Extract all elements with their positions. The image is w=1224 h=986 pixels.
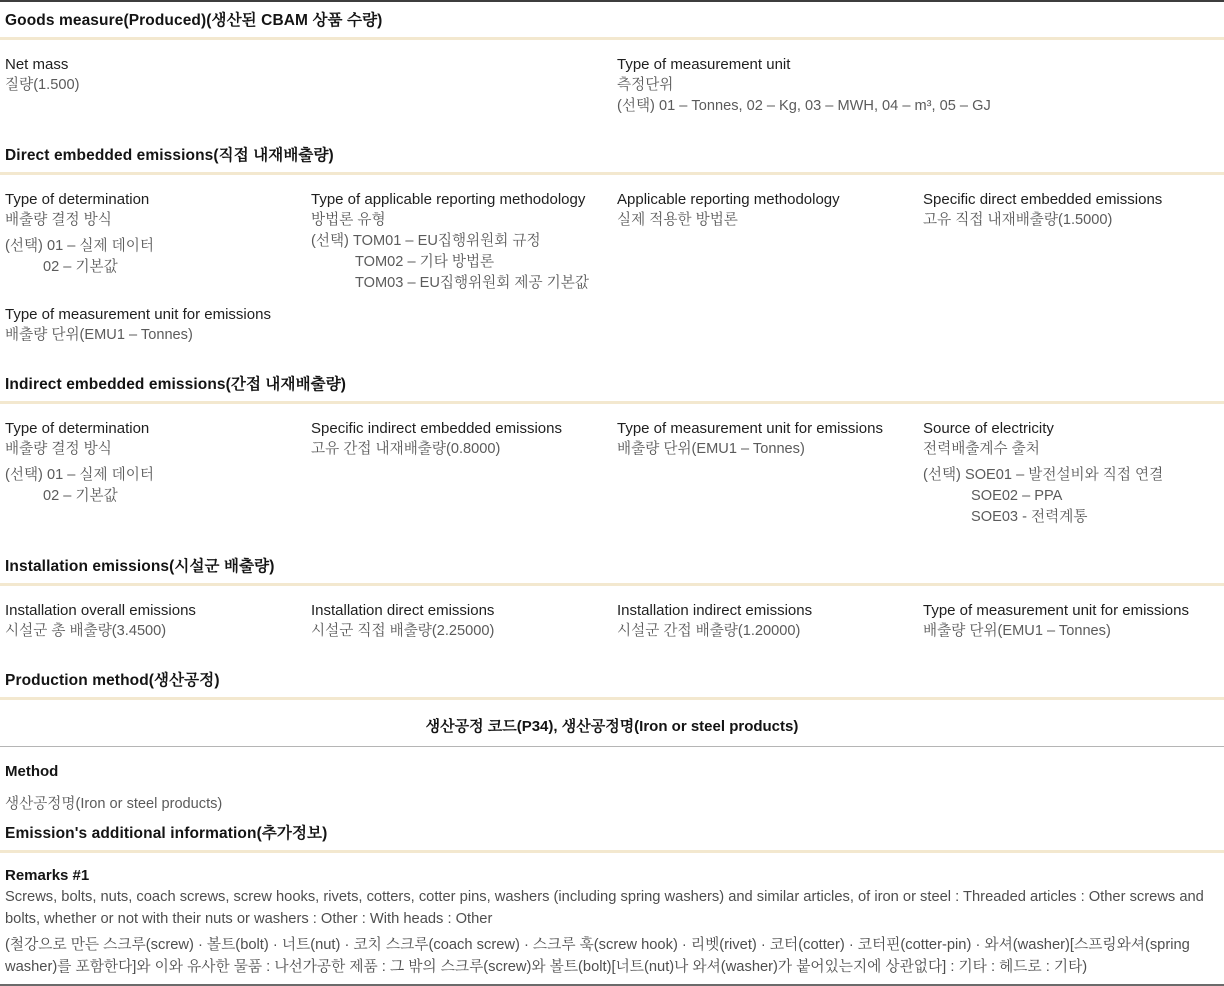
field-installation-direct-emissions [306,600,612,642]
field-net-mass [0,54,612,117]
field-line: 고유 간접 내재배출량(0.8000) [311,441,501,457]
field-line: (선택) 01 – 실제 데이터 [5,238,154,254]
section-additional-information [0,815,1224,978]
field-line: 시설군 직접 배출량(2.25000) [311,623,495,639]
field-label: Type of measurement unit for emissions [5,306,271,323]
field-label: Type of measurement unit [617,56,791,73]
remarks-label: Remarks #1 [5,867,90,884]
field-row [0,586,1224,662]
field-label: Net mass [5,56,69,73]
section-installation-emissions [0,548,1224,662]
section-goods-measure [0,2,1224,137]
field-line: TOM02 – 기타 방법론 [355,254,495,270]
section-title-direct-embedded-emissions: Direct embedded emissions(직접 내재배출량) [0,137,1224,175]
method-label: Method [5,763,59,780]
remarks-paragraph-english: Screws, bolts, nuts, coach screws, screw hooks, rivets, cotters, cotter pins, washers (including spring washers) and similar articles, of iron or steel : Threaded articles : Other screws and bolts, whether or not with their nuts or washers : Other : With heads : Other [5,889,1204,927]
field-label: Type of applicable reporting methodology [311,191,586,208]
section-indirect-embedded-emissions [0,366,1224,548]
field-label: Source of electricity [923,420,1054,437]
field-line: 고유 직접 내재배출량(1.5000) [923,212,1113,228]
field-installation-overall-emissions [0,600,306,642]
field-line: 02 – 기본값 [43,488,118,504]
field-specific-indirect-embedded-emissions [306,418,612,528]
field-line: 배출량 결정 방식 [5,212,112,228]
field-type-of-measurement-unit-for-emissions [612,418,918,528]
field-label: Type of determination [5,191,150,208]
installation-emissions-fields [0,586,1224,662]
field-specific-direct-embedded-emissions [918,189,1224,294]
remarks-paragraph-korean: (철강으로 만든 스크루(screw) · 볼트(bolt) · 너트(nut) · 코치 스크루(coach screw) · 스크루 훅(screw hook) · 리벳(rivet) · 코터(cotter) · 코터핀(cotter-pin) · 와셔(washer)[스프링와셔(spring washer)를 포함한다]와 이와 유사한 물품 : 나선가공한 제품 : 그 밖의 스크루(screw)와 볼트(bolt)[너트(nut)나 와셔(washer)가 붙어있는지에 상관없다] : 기타 : 헤드로 : 기타) [5,937,1190,975]
field-label: Type of measurement unit for emissions [617,420,883,437]
section-title-goods-measure: Goods measure(Produced)(생산된 CBAM 상품 수량) [0,2,1224,40]
field-type-of-measurement-unit-for-emissions [0,304,612,346]
field-label: Applicable reporting methodology [617,191,840,208]
field-line: (선택) TOM01 – EU집행위원회 규정 [311,233,541,249]
goods-measure-fields [0,40,1224,137]
field-line: 배출량 단위(EMU1 – Tonnes) [5,327,193,343]
field-line: (선택) 01 – Tonnes, 02 – Kg, 03 – MWH, 04 – m³, 05 – GJ [617,98,991,114]
field-label: Installation overall emissions [5,602,196,619]
field-line: 측정단위 [617,77,674,93]
field-row [0,40,1224,137]
field-type-of-determination [0,418,306,528]
production-process-centered-title: 생산공정 코드(P34), 생산공정명(Iron or steel products) [0,716,1224,747]
field-installation-indirect-emissions [612,600,918,642]
section-direct-embedded-emissions [0,137,1224,366]
field-line: SOE03 - 전력계통 [971,509,1088,525]
direct-embedded-emissions-fields [0,175,1224,366]
field-row [0,404,1224,548]
section-title-additional-information: Emission's additional information(추가정보) [0,815,1224,853]
field-line: 시설군 간접 배출량(1.20000) [617,623,801,639]
field-applicable-reporting-methodology [612,189,918,294]
field-line: 02 – 기본값 [43,259,118,275]
field-label: Installation indirect emissions [617,602,813,619]
field-line: 시설군 총 배출량(3.4500) [5,623,167,639]
section-title-production-method: Production method(생산공정) [0,662,1224,700]
field-line: 전력배출계수 출처 [923,441,1040,457]
field-line: 방법론 유형 [311,212,386,228]
field-label: Specific indirect embedded emissions [311,420,562,437]
field-label: Type of determination [5,420,150,437]
field-label: Specific direct embedded emissions [923,191,1163,208]
field-line: 배출량 결정 방식 [5,441,112,457]
field-line: (선택) 01 – 실제 데이터 [5,467,154,483]
section-title-installation-emissions: Installation emissions(시설군 배출량) [0,548,1224,586]
section-production-method [0,662,1224,815]
field-row [0,294,1224,366]
field-line: 실제 적용한 방법론 [617,212,738,228]
field-type-of-applicable-reporting-methodology [306,189,612,294]
indirect-embedded-emissions-fields [0,404,1224,548]
field-line: 배출량 단위(EMU1 – Tonnes) [617,441,805,457]
method-value: 생산공정명(Iron or steel products) [5,796,223,812]
field-row [0,175,1224,294]
field-label: Installation direct emissions [311,602,495,619]
field-label: Type of measurement unit for emissions [923,602,1189,619]
field-line: 질량(1.500) [5,77,80,93]
field-type-of-measurement-unit [612,54,1224,117]
field-source-of-electricity [918,418,1224,528]
field-line: (선택) SOE01 – 발전설비와 직접 연결 [923,467,1164,483]
section-title-indirect-embedded-emissions: Indirect embedded emissions(간접 내재배출량) [0,366,1224,404]
field-type-of-measurement-unit-for-emissions [918,600,1224,642]
field-type-of-determination [0,189,306,294]
field-line: SOE02 – PPA [971,488,1063,504]
field-line: 배출량 단위(EMU1 – Tonnes) [923,623,1111,639]
field-line: TOM03 – EU집행위원회 제공 기본값 [355,275,589,291]
